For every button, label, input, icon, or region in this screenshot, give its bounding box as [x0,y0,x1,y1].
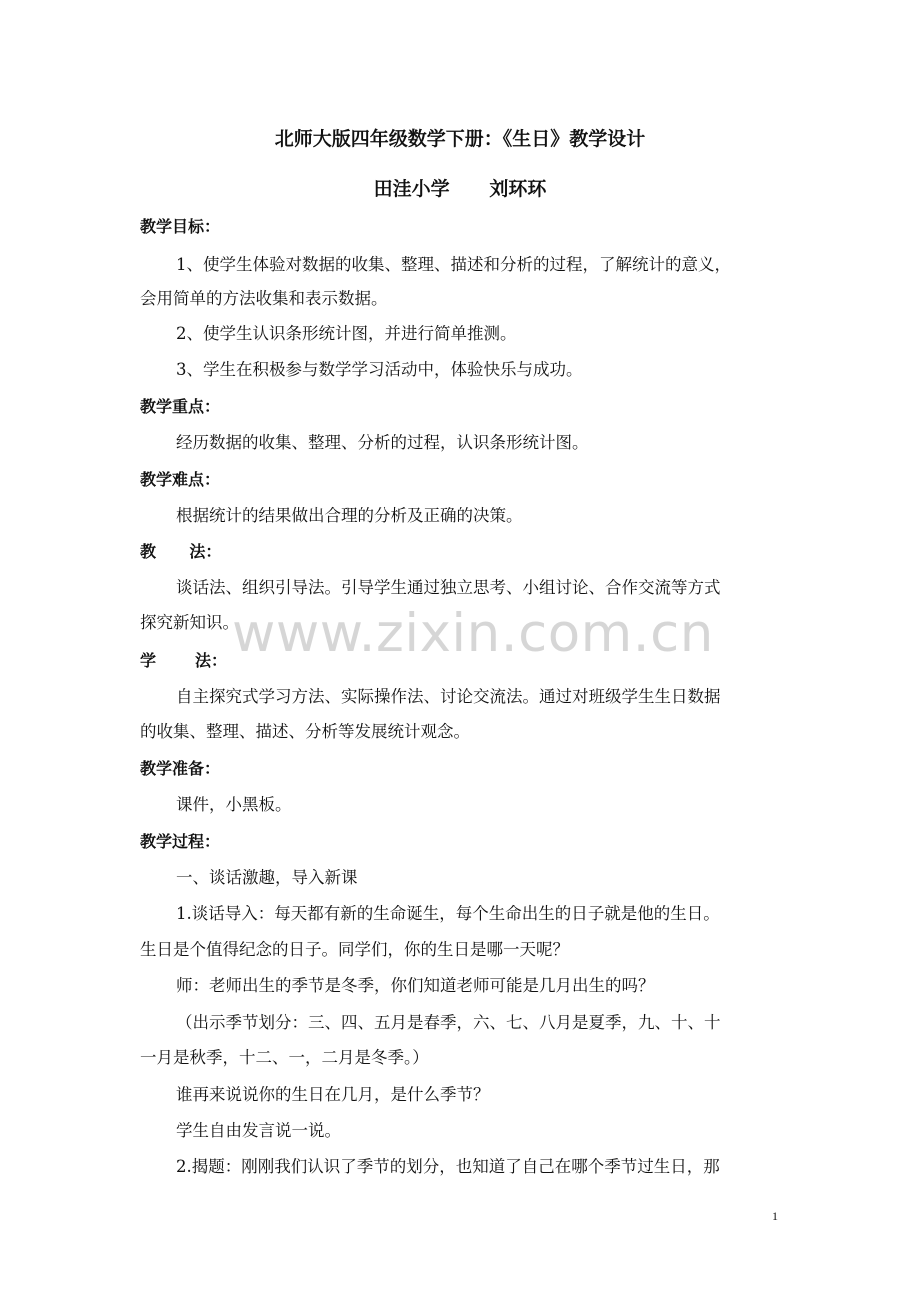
goal-1-line-2: 会用简单的方法收集和表示数据。 [140,289,388,308]
goals-heading: 教学目标： [140,217,221,236]
learning-method-line-2: 的收集、整理、描述、分析等发展统计观念。 [140,722,470,741]
key-points-heading: 教学重点： [140,397,221,416]
teacher-question: 师：老师出生的季节是冬季，你们知道老师可能是几月出生的吗？ [176,976,655,995]
preparation-heading: 教学准备： [140,759,221,778]
author-line: 田洼小学 刘环环 [373,178,547,200]
teaching-method-line-1: 谈话法、组织引导法。引导学生通过独立思考、小组讨论、合作交流等方式 [176,578,721,597]
page-number: 1 [772,1209,778,1223]
learning-method-heading: 学 法： [140,651,227,670]
goal-3: 3、学生在积极参与数学学习活动中，体验快乐与成功。 [176,360,583,379]
student-activity: 学生自由发言说一说。 [176,1121,341,1140]
intro-line-2: 生日是个值得纪念的日子。同学们，你的生日是哪一天呢？ [140,940,569,959]
process-heading: 教学过程： [140,832,221,851]
preparation-text: 课件，小黑板。 [176,795,292,814]
watermark-text: www.zixin.com.cn [232,603,714,664]
key-points-text: 经历数据的收集、整理、分析的过程，认识条形统计图。 [176,433,589,452]
difficulty-heading: 教学难点： [140,470,221,489]
teaching-method-line-2: 探究新知识。 [140,613,239,632]
step-1-heading: 一、谈话激趣，导入新课 [176,868,358,887]
difficulty-text: 根据统计的结果做出合理的分析及正确的决策。 [176,506,523,525]
teaching-method-heading: 教 法： [140,542,222,561]
follow-up-question: 谁再来说说你的生日在几月，是什么季节？ [176,1085,490,1104]
goal-2: 2、使学生认识条形统计图，并进行简单推测。 [176,324,517,343]
document-title: 北师大版四年级数学下册：《生日》教学设计 [274,128,646,150]
topic-reveal-line: 2.揭题：刚刚我们认识了季节的划分，也知道了自己在哪个季节过生日，那 [176,1157,720,1176]
learning-method-line-1: 自主探究式学习方法、实际操作法、讨论交流法。通过对班级学生生日数据 [176,687,721,706]
goal-1-line-1: 1、使学生体验对数据的收集、整理、描述和分析的过程，了解统计的意义， [176,255,731,274]
intro-line-1: 1.谈话导入：每天都有新的生命诞生，每个生命出生的日子就是他的生日。 [176,904,720,923]
season-division-line-2: 一月是秋季，十二、一，二月是冬季。） [140,1048,429,1067]
season-division-line-1: （出示季节划分：三、四、五月是春季，六、七、八月是夏季，九、十、十 [176,1013,721,1032]
